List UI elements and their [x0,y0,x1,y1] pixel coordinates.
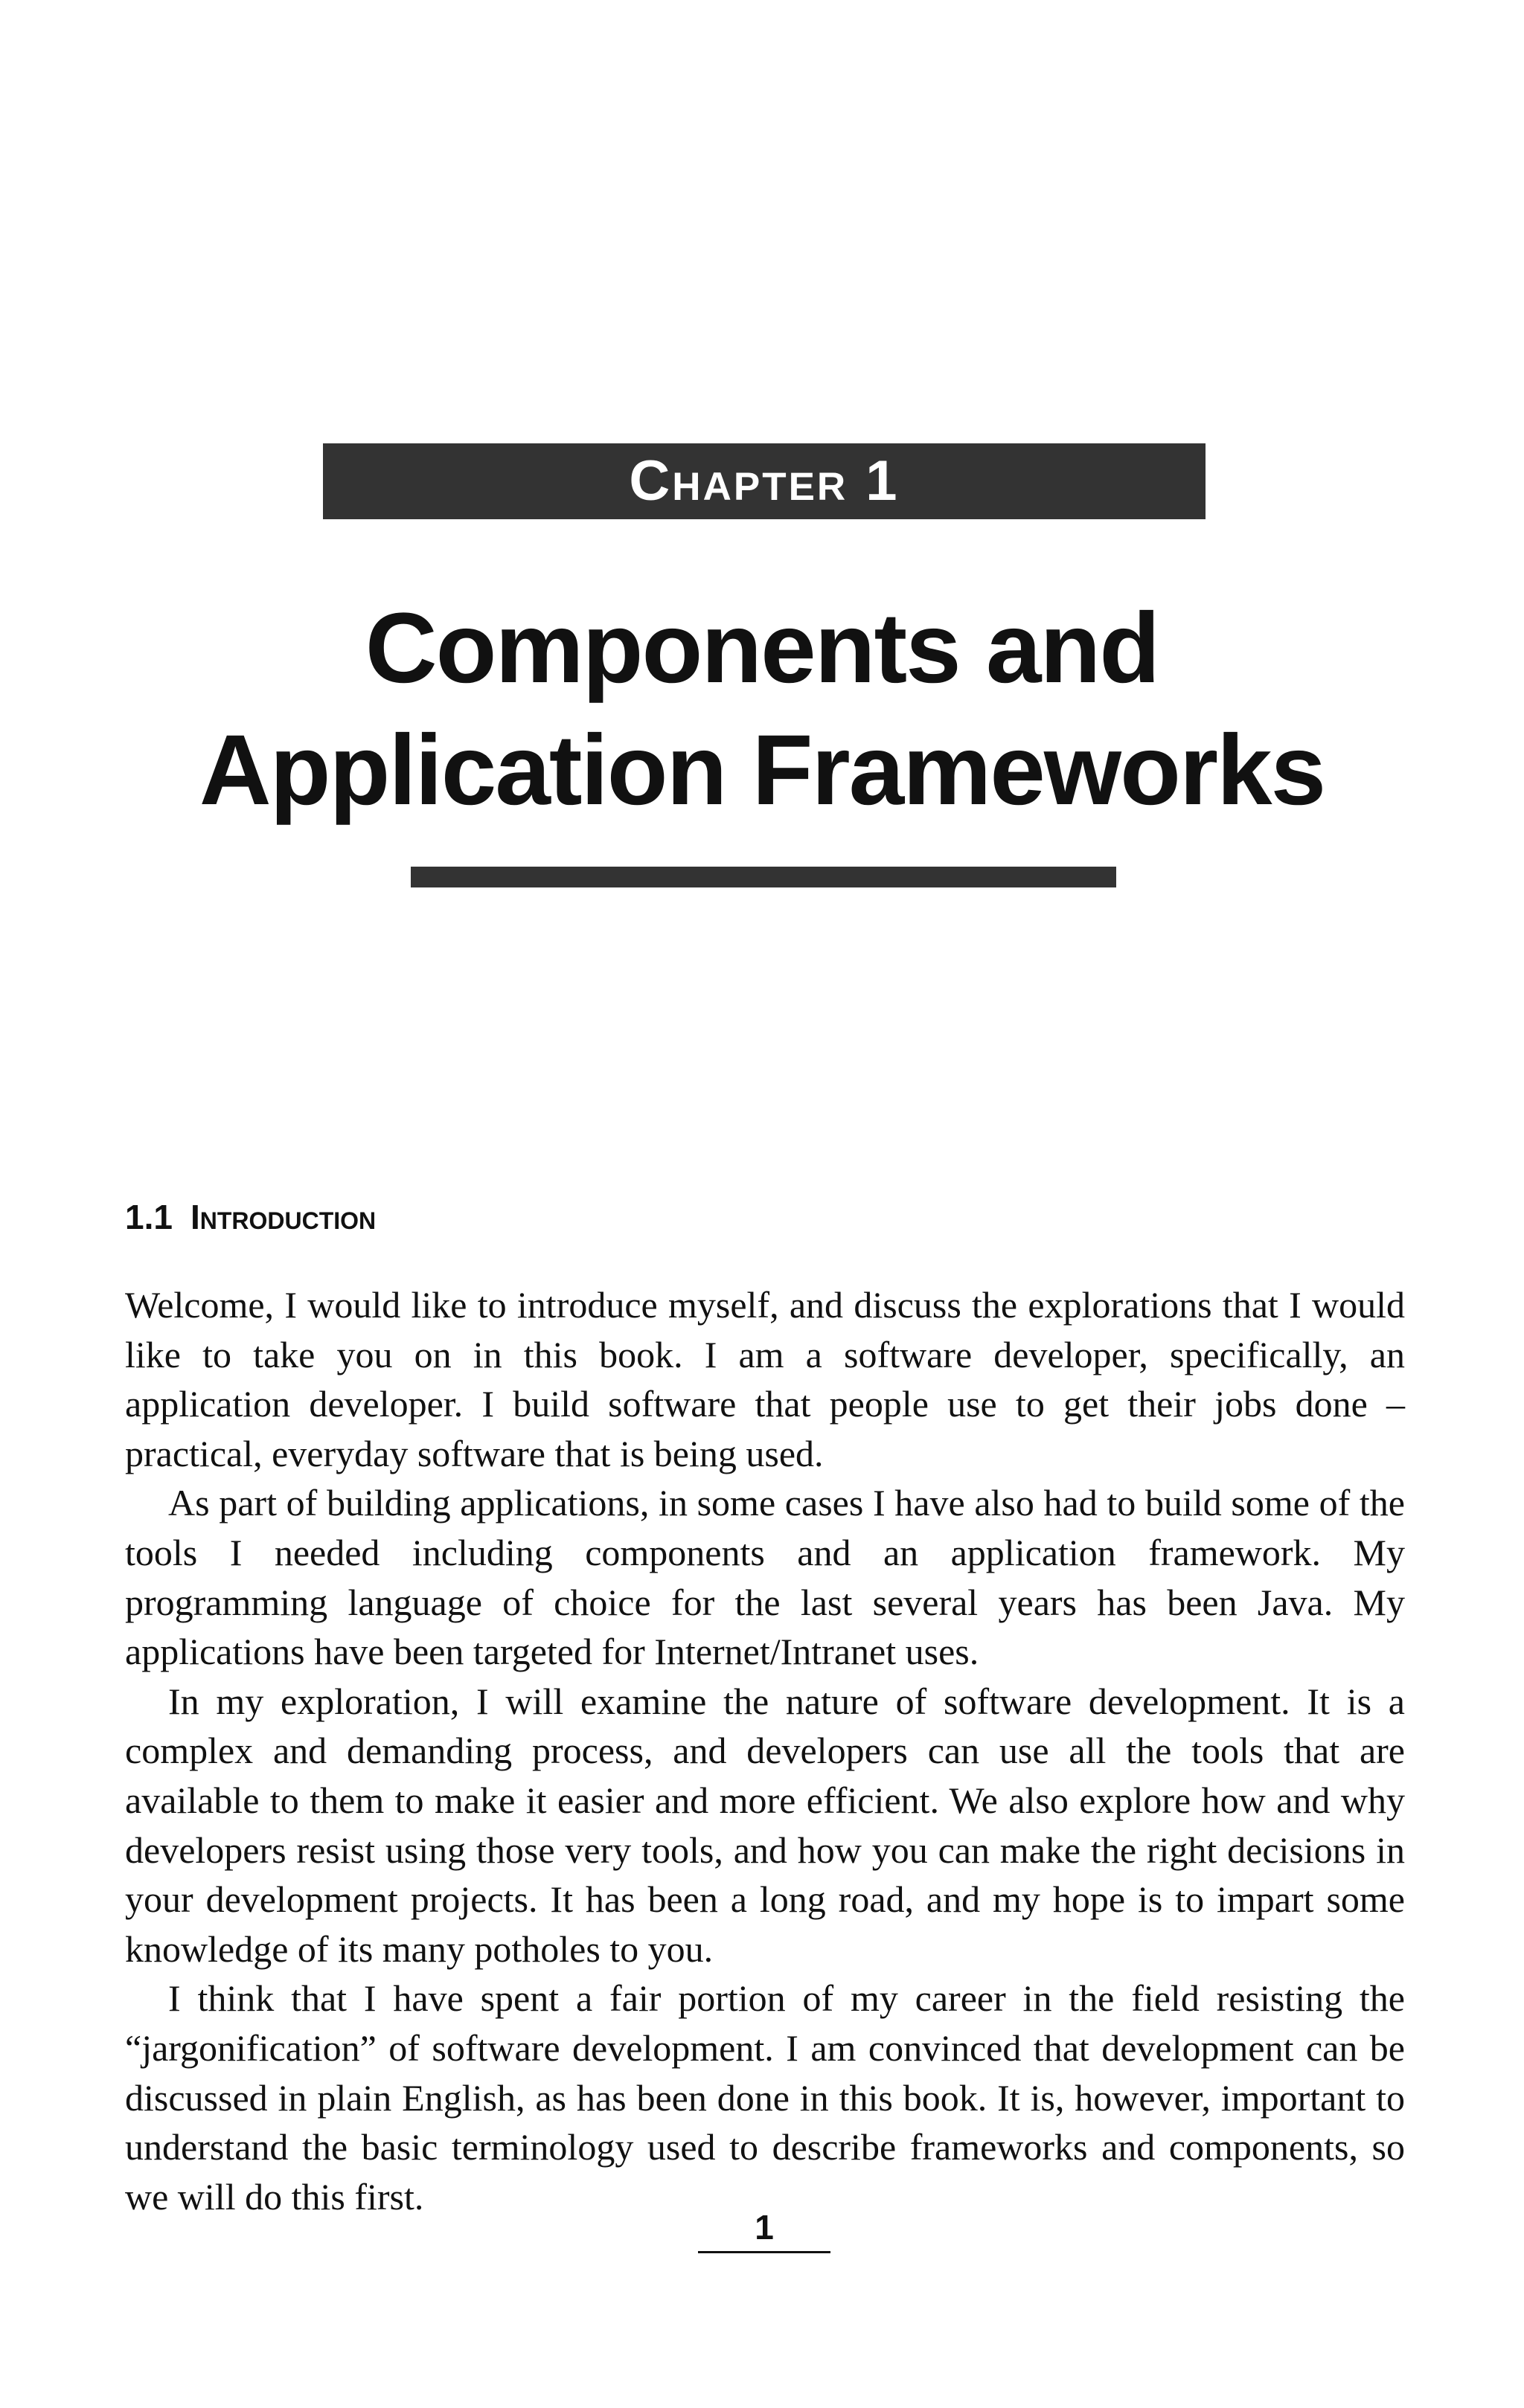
chapter-label: Chapter 1 [629,449,900,513]
section-heading [125,1196,376,1238]
section-title: Introduction [190,1198,377,1236]
chapter-title-line-2: Application Frameworks [199,715,1325,826]
title-divider [411,867,1116,887]
page-number: 1 [755,2208,774,2247]
paragraph: In my exploration, I will examine the nature of software development. It is a complex and demanding process, and developers can use all the tools that are available to them to make it easier and more efficient. We also explore how and why developers resist using those very tools, and how you can make the right decisions in your development projects. It has been a long road, and my hope is to impart some knowledge of its many potholes to you. [125,1680,1405,1970]
chapter-banner [323,443,1206,519]
paragraph: I think that I have spent a fair portion of my career in the field resisting the “jargonification” of software development. I am convinced that development can be discussed in plain English, as has been done in this book. It is, however, important to understand the basic terminology used to describe frameworks and components, so we will do this first. [125,1977,1405,2218]
section-number: 1.1 [125,1198,173,1236]
page-number-rule [698,2251,830,2253]
chapter-title [0,588,1524,832]
paragraph: Welcome, I would like to introduce myself, and discuss the explorations that I would like to take you on in this book. I am a software developer, specifically, an application developer. I build software that people use to get their jobs done – practical, everyday software that is being used. [125,1284,1405,1474]
body-text [125,1280,1405,2221]
chapter-title-line-1: Components and [365,593,1159,704]
paragraph: As part of building applications, in some cases I have also had to build some of the tools I needed including components and an application framework. My programming language of choice for the last several years has been Java. My applications have been targeted for Internet/Intranet uses. [125,1482,1405,1673]
